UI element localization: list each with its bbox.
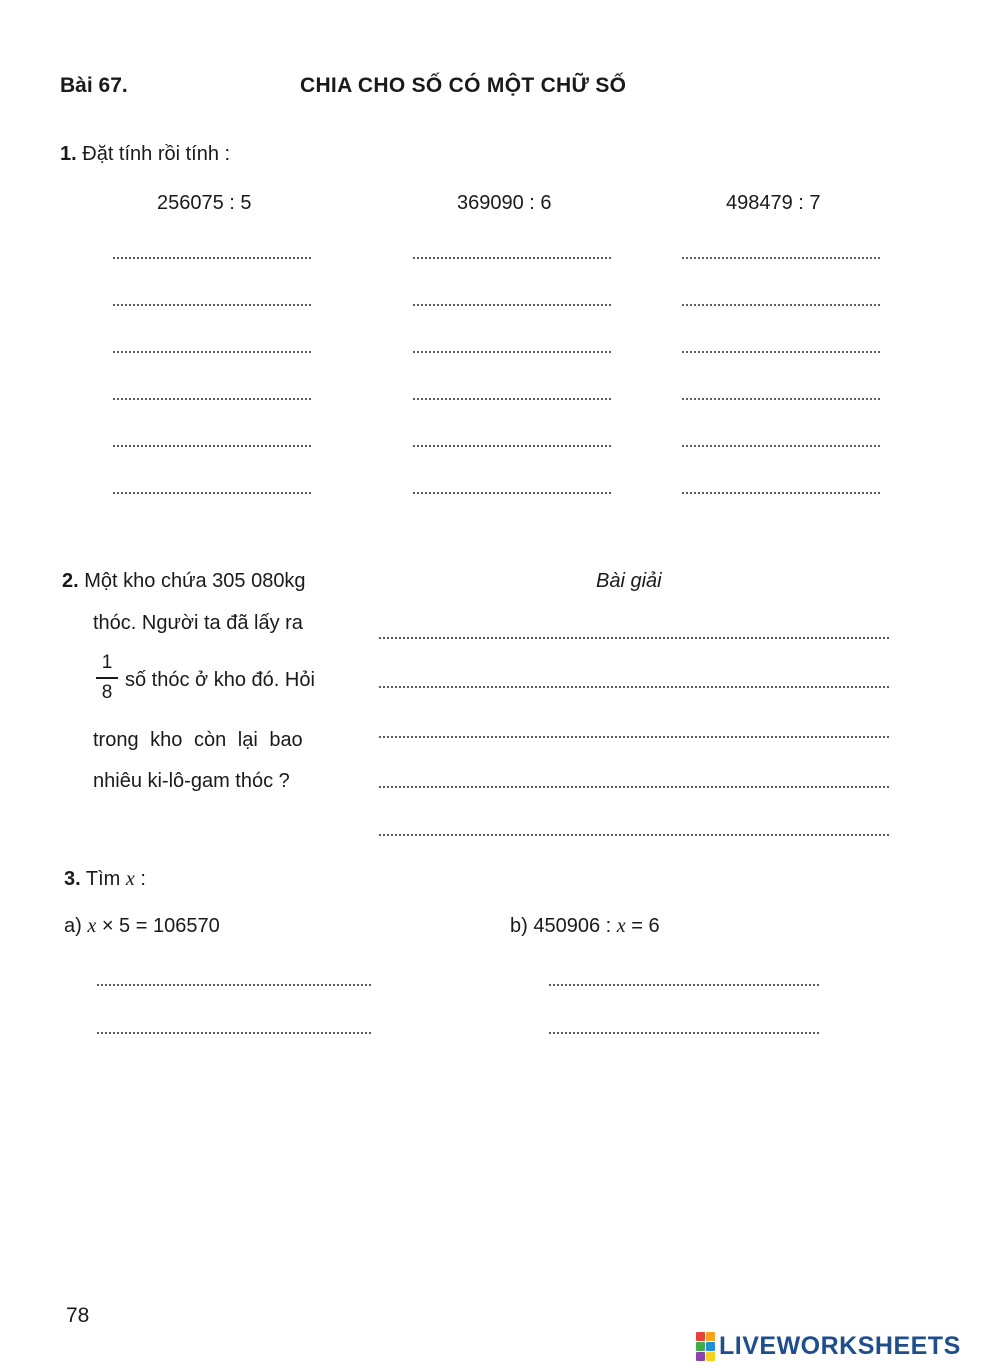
lesson-title: CHIA CHO SỐ CÓ MỘT CHỮ SỐ xyxy=(300,74,627,97)
part-a-equation xyxy=(64,915,220,938)
answer-line-problem-2-row-1[interactable] xyxy=(412,257,611,259)
solution-heading: Bài giải xyxy=(596,570,662,592)
part-b-answer-line-1[interactable] xyxy=(548,984,821,986)
exercise-2-text-1: Một kho chứa 305 080kg xyxy=(84,570,306,592)
fraction-bar xyxy=(96,677,118,679)
exercise-3-number: 3. xyxy=(64,868,81,890)
answer-line-problem-3-row-1[interactable] xyxy=(681,257,880,259)
logo-text: LIVEWORKSHEETS xyxy=(719,1331,961,1360)
division-problem-3: 498479 : 7 xyxy=(726,192,821,214)
part-b-label: b) xyxy=(510,915,528,937)
exercise-2-text-3: số thóc ở kho đó. Hỏi xyxy=(125,669,315,691)
part-a-label: a) xyxy=(64,915,82,937)
division-problem-1: 256075 : 5 xyxy=(157,192,252,214)
solution-line-1[interactable] xyxy=(378,637,889,639)
logo-square-1 xyxy=(696,1332,705,1341)
part-b-equation xyxy=(510,915,660,938)
exercise-1-heading xyxy=(60,143,230,166)
answer-line-problem-2-row-5[interactable] xyxy=(412,445,611,447)
part-a-answer-line-2[interactable] xyxy=(96,1032,371,1034)
part-b-left: 450906 : xyxy=(533,915,612,937)
answer-line-problem-1-row-4[interactable] xyxy=(112,398,311,400)
solution-line-4[interactable] xyxy=(378,786,889,788)
answer-line-problem-1-row-2[interactable] xyxy=(112,304,311,306)
solution-line-2[interactable] xyxy=(378,686,889,688)
exercise-2-text-2: thóc. Người ta đã lấy ra xyxy=(93,612,303,634)
logo-square-2 xyxy=(706,1332,715,1341)
part-b-rest: = 6 xyxy=(631,915,660,937)
answer-line-problem-3-row-6[interactable] xyxy=(681,492,880,494)
solution-line-3[interactable] xyxy=(378,736,889,738)
logo-mark-icon xyxy=(696,1332,715,1361)
exercise-1-instruction: Đặt tính rồi tính : xyxy=(82,143,231,165)
answer-line-problem-2-row-4[interactable] xyxy=(412,398,611,400)
fraction-numerator: 1 xyxy=(101,652,113,673)
exercise-3-instruction-suffix: : xyxy=(134,868,146,890)
answer-line-problem-2-row-2[interactable] xyxy=(412,304,611,306)
part-a-rest: × 5 = 106570 xyxy=(101,915,220,937)
answer-line-problem-3-row-3[interactable] xyxy=(681,351,880,353)
answer-line-problem-1-row-1[interactable] xyxy=(112,257,311,259)
lesson-number: Bài 67. xyxy=(60,74,128,97)
fraction-one-eighth xyxy=(96,652,118,704)
division-problem-2: 369090 : 6 xyxy=(457,192,552,214)
logo-square-3 xyxy=(696,1342,705,1351)
answer-line-problem-3-row-5[interactable] xyxy=(681,445,880,447)
answer-line-problem-3-row-2[interactable] xyxy=(681,304,880,306)
answer-line-problem-1-row-3[interactable] xyxy=(112,351,311,353)
part-a-variable: x xyxy=(87,915,97,937)
answer-line-problem-1-row-5[interactable] xyxy=(112,445,311,447)
exercise-1-number: 1. xyxy=(60,143,77,165)
answer-line-problem-2-row-6[interactable] xyxy=(412,492,611,494)
exercise-2-text-5: nhiêu ki-lô-gam thóc ? xyxy=(93,770,290,792)
answer-line-problem-1-row-6[interactable] xyxy=(112,492,311,494)
exercise-3-instruction-prefix: Tìm xyxy=(85,868,121,890)
logo-square-5 xyxy=(696,1352,705,1361)
exercise-2-line-1 xyxy=(62,570,306,593)
part-b-variable: x xyxy=(616,915,626,937)
liveworksheets-logo xyxy=(696,1331,961,1361)
answer-line-problem-3-row-4[interactable] xyxy=(681,398,880,400)
part-b-answer-line-2[interactable] xyxy=(548,1032,821,1034)
part-a-answer-line-1[interactable] xyxy=(96,984,371,986)
exercise-3-heading xyxy=(64,868,146,891)
logo-square-4 xyxy=(706,1342,715,1351)
logo-square-6 xyxy=(706,1352,715,1361)
exercise-2-text-4: trong kho còn lại bao xyxy=(93,729,303,751)
solution-line-5[interactable] xyxy=(378,834,889,836)
exercise-2-number: 2. xyxy=(62,570,79,592)
answer-line-problem-2-row-3[interactable] xyxy=(412,351,611,353)
exercise-3-variable: x xyxy=(125,868,135,890)
page-number: 78 xyxy=(66,1304,90,1327)
fraction-denominator: 8 xyxy=(101,681,113,703)
